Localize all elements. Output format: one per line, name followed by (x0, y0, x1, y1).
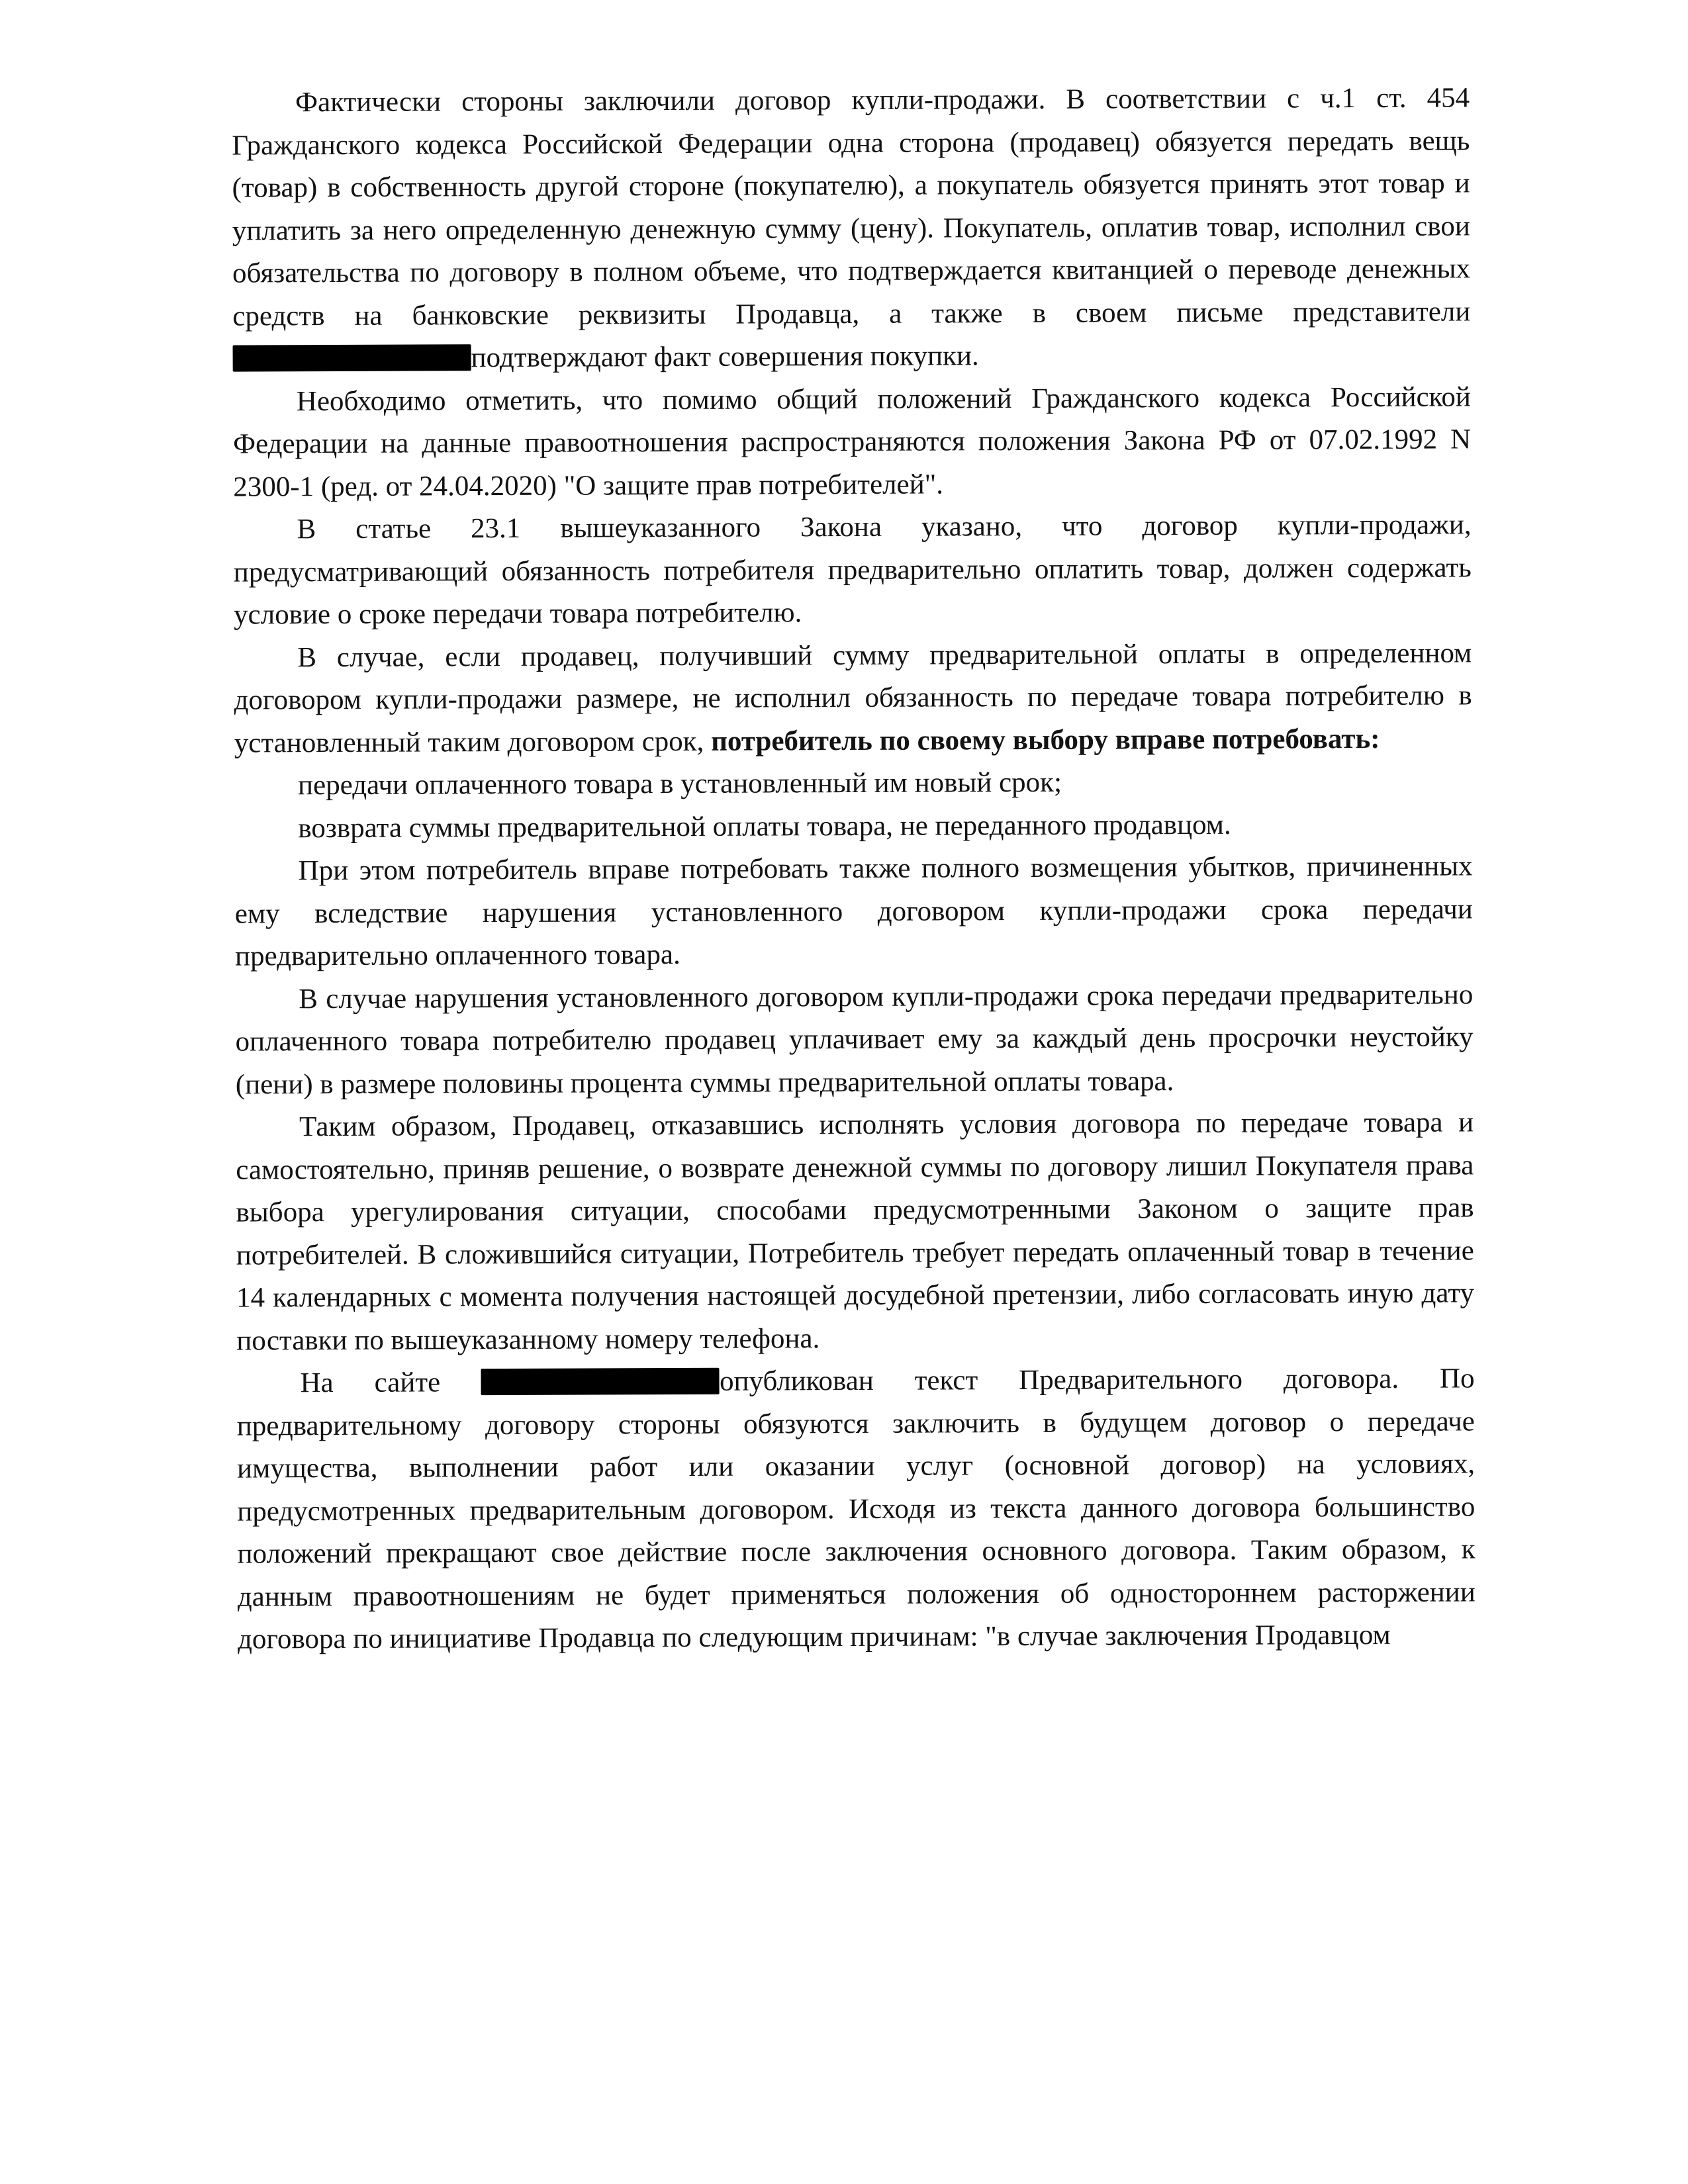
paragraph (236, 1101, 1474, 1362)
paragraph (236, 1357, 1476, 1661)
paragraph (234, 632, 1472, 765)
body-text: Фактически стороны заключили договор купли-продажи. В соответствии с ч.1 ст. 454 Гражданского кодекса Российской Федерации одна сторона (продавец) обязуется передать вещь (товар) в собственность другой стороне (покупателю), а покупатель обязуется принять этот товар и уплатить за него определенную денежную сумму (цену). Покупатель, оплатив товар, исполнил свои обязательства по договору в полном объеме, что подтверждается квитанцией о переводе денежных средств на банковские реквизиты Продавца, а также в своем письме представители (232, 82, 1471, 332)
redaction-block (233, 344, 471, 371)
body-text: подтверждают факт совершения покупки. (471, 340, 979, 374)
body-text: возврата суммы предварительной оплаты товара, не переданного продавцом. (298, 809, 1231, 844)
body-text: передачи оплаченного товара в установленный им новый срок; (297, 766, 1062, 801)
paragraph (233, 376, 1472, 509)
paragraph (234, 760, 1472, 807)
paragraph (232, 77, 1471, 381)
paragraph (233, 504, 1472, 637)
body-text: На сайте (300, 1367, 482, 1399)
redaction-block (481, 1368, 720, 1395)
body-text: опубликован текст Предварительного договора. По предварительному договору стороны обязуются заключить в будущем договор о передаче имущества, выполнении работ или оказании услуг (основной договор) на условиях, предусмотренных предварительным договором. Исходя из текста данного договора большинство положений прекращают свое действие после заключения основного договора. Таким образом, к данным правоотношениям не будет применяться положения об одностороннем расторжении договора по инициативе Продавца по следующим причинам: "в случае заключения Продавцом (236, 1363, 1476, 1655)
paragraph (234, 845, 1473, 978)
body-text: В случае нарушения установленного договором купли-продажи срока передачи предварительно оплаченного товара потребителю продавец уплачивает ему за каждый день просрочки неустойку (пени) в размере половины процента суммы предварительной оплаты товара. (235, 978, 1474, 1101)
body-text: При этом потребитель вправе потребовать также полного возмещения убытков, причиненных ему вследствие нарушения установленного договором купли-продажи срока передачи предварительно оплаченного товара. (234, 850, 1473, 972)
body-text: В случае, если продавец, получивший сумму предварительной оплаты в определенном договором купли-продажи размере, не исполнил обязанность по передаче товара потребителю в установленный таким договором срок, (234, 637, 1472, 759)
emphasis-text: потребитель по своему выбору вправе потребовать: (711, 723, 1380, 757)
document-body (232, 77, 1476, 1661)
body-text: Таким образом, Продавец, отказавшись исполнять условия договора по передаче товара и самостоятельно, приняв решение, о возврате денежной суммы по договору лишил Покупателя права выбора урегулирования ситуации, способами предусмотренными Законом о защите прав потребителей. В сложившийся ситуации, Потребитель требует передать оплаченный товар в течение 14 календарных с момента получения настоящей досудебной претензии, либо согласовать иную дату поставки по вышеуказанному номеру телефона. (236, 1107, 1475, 1357)
paragraph (235, 974, 1474, 1107)
body-text: В статье 23.1 вышеуказанного Закона указано, что договор купли-продажи, предусматривающий обязанность потребителя предварительно оплатить товар, должен содержать условие о сроке передачи товара потребителю. (233, 509, 1472, 631)
body-text: Необходимо отметить, что помимо общий положений Гражданского кодекса Российской Федерации на данные правоотношения распространяются положения Закона РФ от 07.02.1992 N 2300-1 (ред. от 24.04.2020) "О защите прав потребителей". (233, 381, 1472, 503)
paragraph (234, 803, 1472, 850)
